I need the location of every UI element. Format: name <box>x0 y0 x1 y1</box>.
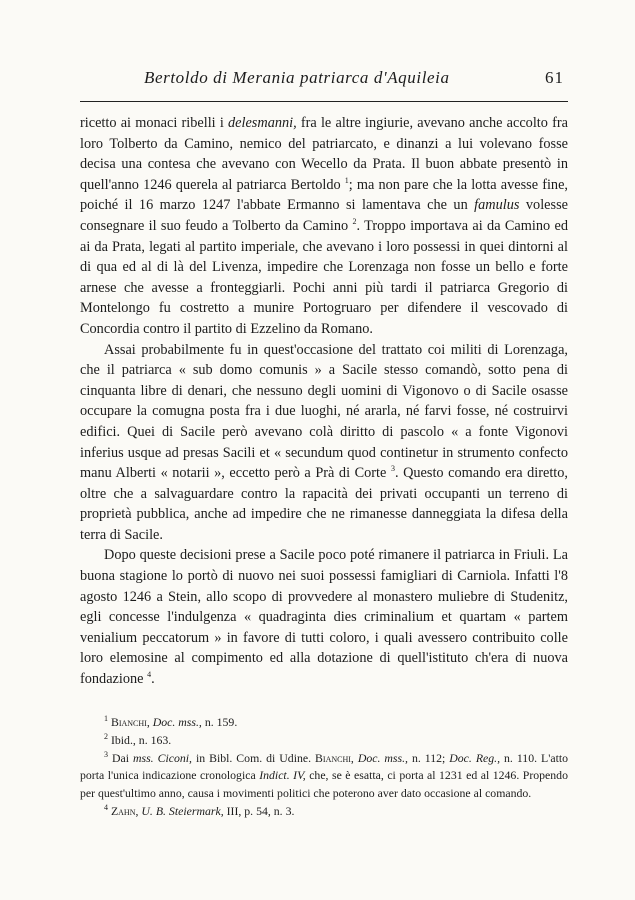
work-title: Doc. mss., <box>152 715 202 729</box>
text: in Bibl. Com. di Udine. <box>191 750 316 765</box>
italic-term: Indict. IV, <box>259 768 306 783</box>
text: Dai <box>111 750 133 765</box>
paragraph-1 <box>80 113 568 340</box>
footnote-2 <box>80 732 568 750</box>
footnote-number: 4 <box>104 803 108 813</box>
footnote-4 <box>80 803 568 821</box>
running-title: Bertoldo di Merania patriarca d'Aquileia <box>144 68 450 87</box>
text: Assai probabilmente fu in quest'occasione del trattato coi militi di Lorenzaga, che il patriarca « sub domo comunis » a Sacile stesso comandò, sotto pena di cinquanta libre di denari, che nessuno degli uomini di Vigonovo o di Sacile osasse occupare la comugna posta fra i due luoghi, né ararla, né farvi fosse, né costruirvi edifici. Quei di Sacile però avevano colà diritto di pascolo « a fonte Vigonovi inferius usque ad presas Sacili et « secundum quod continetur in strumento confecto manu Alberti « notarii », eccetto però a Prà di Corte <box>80 341 568 482</box>
footnote-1 <box>80 714 568 732</box>
text: . Questo comando era diretto, oltre che a salvaguardare contro la rapacità dei privati occupanti un terreno di proprietà pubblica, anche ad impedire che ne rimanesse danneggiata la difesa della terra di Sacile. <box>80 465 568 543</box>
header-rule <box>80 101 568 102</box>
work-title: U. B. Steiermark, <box>141 803 224 818</box>
italic-source: mss. Ciconi, <box>132 750 192 765</box>
author: Bianchi, <box>315 750 354 765</box>
text: fra le altre ingiurie, avevano anche accolto fra loro Tolberto da Camino, nemico del patriarcato, e dinanzi a lui volevano fosse decisa una contesa che avevano con Wecello da Prata. Il buon abbate presentò in quell'anno 1246 querela al patriarca Bertoldo <box>80 115 568 193</box>
text: . <box>151 671 155 688</box>
text: che, se è esatta, ci porta al 1231 ed al 1246. Propendo per quest'ultimo anno, causa i movimenti politici che poterono aver dato occasione al comando. <box>80 768 568 801</box>
footnote-ref-2[interactable]: 2 <box>352 217 357 227</box>
main-text <box>80 113 568 690</box>
footnote-ref-4[interactable]: 4 <box>147 670 152 680</box>
italic-term: famulus <box>474 197 520 214</box>
page-header <box>80 68 568 96</box>
paragraph-2 <box>80 340 568 546</box>
author: Bianchi, <box>110 715 150 729</box>
footnote-3 <box>80 750 568 803</box>
footnote-number: 1 <box>104 714 108 724</box>
author: Zahn, <box>110 803 139 818</box>
text: n. 112; <box>408 750 450 765</box>
paragraph-3 <box>80 545 568 689</box>
footnote-ref-1[interactable]: 1 <box>344 176 349 186</box>
footnotes <box>80 714 568 821</box>
text: n. 159. <box>201 715 238 729</box>
text: Dopo queste decisioni prese a Sacile poco poté rimanere il patriarca in Friuli. La buona stagione lo portò di nuovo nei suoi possessi famigliari di Carniola. Infatti l'8 agosto 1246 a Stein, allo scopo di provvedere al monastero muliebre di Studenitz, egli concesse l'indulgenza « quadraginta dies criminalium et quartam « partem venialium peccatorum » in favore di tutti coloro, i quali avessero contribuito colle loro elemosine al compimento ed alla dotazione di quell'istituto ch'era di nuova fondazione <box>80 547 568 688</box>
text: Ibid., n. 163. <box>110 732 172 747</box>
footnote-ref-3[interactable]: 3 <box>390 464 395 474</box>
text: III, p. 54, n. 3. <box>223 803 295 818</box>
text: ricetto ai monaci ribelli i <box>80 115 228 131</box>
text: volesse consegnare il suo feudo a Tolberto da Camino <box>80 197 568 234</box>
footnote-number: 2 <box>104 731 108 741</box>
footnote-number: 3 <box>104 749 108 759</box>
page-number: 61 <box>545 68 564 87</box>
text: ; ma non pare che la lotta avesse fine, poiché il 16 marzo 1247 l'abbate Ermanno si lamentava che un <box>80 176 568 214</box>
work-title: Doc. mss., <box>357 750 408 765</box>
italic-term: delesmanni, <box>228 115 297 131</box>
work-title: Doc. Reg., <box>449 750 501 765</box>
text: n. 110. L'atto porta l'unica indicazione cronologica <box>80 750 569 783</box>
text: . Troppo importava ai da Camino ed ai da Prata, legati al partito imperiale, che avevano i loro possessi in quei dintorni al di qua ed al di là del Livenza, impedire che Lorenzaga non fosse un bello e forte arnese che avesse a fronteggiarli. Pochi anni più tardi il patriarca Gregorio di Montelongo fu costretto a munire Portogruaro per difendere il vescovado di Concordia contro il partito di Ezzelino da Romano. <box>80 217 568 337</box>
